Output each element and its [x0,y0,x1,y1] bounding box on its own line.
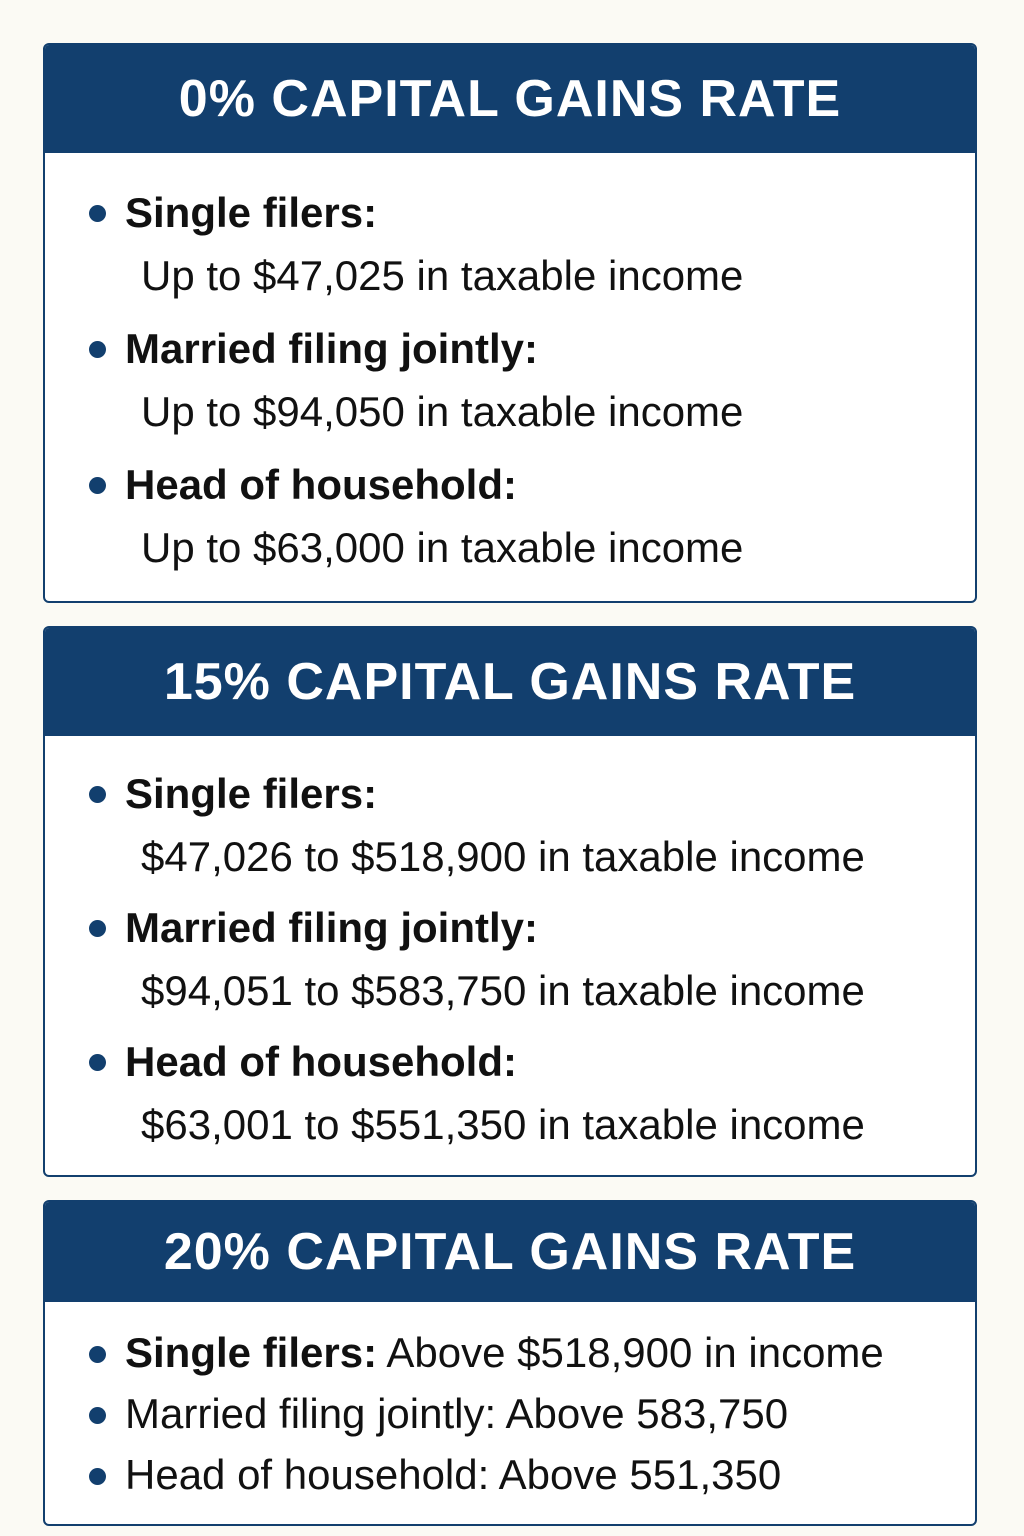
item-value: $63,001 to $551,350 in taxable income [141,1101,865,1148]
bullet-icon [89,1346,106,1363]
fifteen-percent-section [43,626,977,1177]
list-item-head-of-household [45,1450,975,1511]
bullet-icon [89,341,106,358]
item-label: Head of household: [125,1038,517,1085]
item-value: Up to $47,025 in taxable income [141,252,744,299]
bullet-icon [89,477,106,494]
list-item-single-filers [45,187,975,323]
bullet-icon [89,920,106,937]
list-item-single-filers [45,768,975,902]
bullet-icon [89,1468,106,1485]
section-title: 15% CAPITAL GAINS RATE [163,653,857,711]
item-value: Up to $63,000 in taxable income [141,524,744,571]
section-header [45,1202,975,1302]
item-label: Single filers: [125,189,378,236]
list-item-married-filing-jointly [45,902,975,1036]
twenty-percent-section [43,1200,977,1526]
bullet-icon [89,1054,106,1071]
list-item-single-filers [45,1328,975,1389]
item-label: Married filing jointly: [125,1390,497,1437]
list-item-married-filing-jointly [45,323,975,459]
section-body [45,1302,975,1511]
item-value: Above 583,750 [505,1390,789,1437]
item-label: Head of household: [125,1451,490,1498]
item-label: Single filers: [125,1329,378,1376]
item-label: Single filers: [125,770,378,817]
item-value: $94,051 to $583,750 in taxable income [141,967,865,1014]
section-title: 0% CAPITAL GAINS RATE [178,70,842,128]
section-body [45,153,975,595]
item-value: Up to $94,050 in taxable income [141,388,744,435]
list-item-head-of-household [45,1036,975,1170]
list-item-head-of-household [45,459,975,595]
item-line [125,1389,975,1439]
bullet-icon [89,1407,106,1424]
item-line [125,1328,975,1378]
section-header [45,45,975,153]
section-title: 20% CAPITAL GAINS RATE [163,1223,857,1281]
item-label: Married filing jointly: [125,904,539,951]
item-line [125,1450,975,1500]
item-value: $47,026 to $518,900 in taxable income [141,833,865,880]
item-value: Above 551,350 [498,1451,782,1498]
list-item-married-filing-jointly [45,1389,975,1450]
section-header [45,628,975,736]
bullet-icon [89,205,106,222]
bullet-icon [89,786,106,803]
item-value: Above $518,900 in income [386,1329,884,1376]
item-label: Head of household: [125,461,517,508]
zero-percent-section [43,43,977,603]
section-body [45,736,975,1170]
item-label: Married filing jointly: [125,325,539,372]
